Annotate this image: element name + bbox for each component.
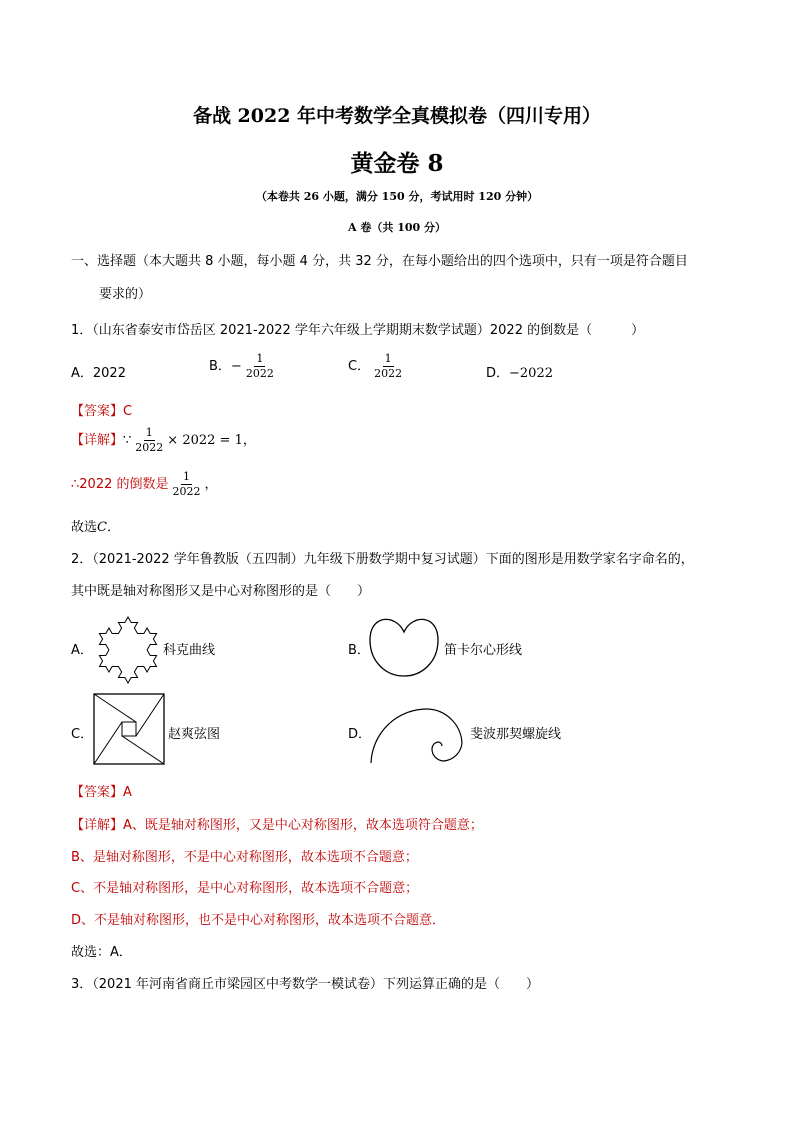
q1-therefore-fraction [171,470,203,499]
q1-option-a: A．2022 [71,366,126,381]
q1-option-c-denominator: 2022 [374,367,403,380]
q1-choose-end: ． [106,520,120,535]
q1-option-d [486,362,553,381]
q1-option-d-label: D． [486,366,510,381]
section-heading: A 卷（共 100 分） [348,221,446,234]
cardioid-figure [368,610,440,678]
part1-heading-line1: 一、选择题（本大题共 8 小题，每小题 4 分，共 32 分，在每小题给出的四个选项中，只有一项是符合题目 [71,254,688,269]
q1-answer-value: C [123,404,133,419]
q1-detail-numerator: 1 [145,426,153,439]
q1-answer [71,400,132,419]
exam-note: （本卷共 26 小题，满分 150 分，考试用时 120 分钟） [255,190,539,203]
q1-option-b-label: B． [209,359,231,374]
exam-title: 备战 2022 年中考数学全真模拟卷（四川专用） [192,105,602,127]
q2-answer-value: A [123,785,132,800]
q2-detail-a [71,814,483,833]
q1-therefore-numerator: 1 [183,470,190,483]
q1-therefore [71,470,218,499]
q1-detail-denominator: 2022 [135,441,164,454]
q2-detail-d: D、不是轴对称图形，也不是中心对称图形，故本选项不合题意． [71,913,446,928]
q2-stem-line2: 其中既是轴对称图形又是中心对称图形的是（ ） [71,584,371,599]
q1-therefore-denominator: 2022 [172,485,201,498]
q2-option-c-caption: 赵爽弦图 [168,727,221,742]
q1-answer-tag: 【答案】 [71,404,124,419]
q1-stem: 1．（山东省泰安市岱岳区 2021-2022 学年六年级上学期期末数学试题）2022 的倒数是（ ） [71,323,645,338]
koch-snowflake-figure [92,608,164,684]
q2-option-d-label: D． [348,727,372,742]
q2-answer [71,781,132,800]
q1-choose-prefix: 故选 [71,520,98,535]
q2-option-d-caption: 斐波那契螺旋线 [470,727,562,742]
q2-option-a-label: A． [71,643,93,658]
q1-option-b [209,352,278,381]
q1-therefore-text: ∴2022 的倒数是 [71,477,169,492]
q1-option-b-numerator: 1 [256,352,264,365]
q2-detail-a-text: A、既是轴对称图形，又是中心对称图形，故本选项符合题意； [123,818,483,833]
q2-stem-line1: 2．（2021-2022 学年鲁教版（五四制）九年级下册数学期中复习试题）下面的图形是用数学家名字命名的， [71,552,694,567]
q1-detail [71,426,256,455]
q2-option-b-caption: 笛卡尔心形线 [444,643,523,658]
q1-detail-fraction [133,426,165,455]
q1-therefore-end: ， [204,477,218,492]
q2-detail-tag: 【详解】 [71,818,124,833]
q1-choose [71,516,120,535]
q1-detail-because: ∵ [123,433,132,448]
q1-option-c [348,352,406,381]
q2-answer-tag: 【答案】 [71,785,124,800]
part1-heading-line2: 要求的） [99,287,152,302]
zhao-shuang-figure [93,693,165,765]
q1-choose-value: C [97,520,107,535]
q1-detail-rest: × 2022 = 1， [167,433,256,448]
q3-stem: 3．（2021 年河南省商丘市梁园区中考数学一模试卷）下列运算正确的是（ ） [71,977,539,992]
q1-option-c-fraction [372,352,404,381]
q1-option-b-denominator: 2022 [245,367,274,380]
q1-option-b-fraction [244,352,276,381]
fibonacci-spiral-figure [366,695,466,767]
q1-option-c-label: C． [348,359,371,374]
q2-choose: 故选：A． [71,945,132,960]
q2-detail-c: C、不是轴对称图形，是中心对称图形，故本选项不合题意； [71,881,419,896]
q1-option-c-numerator: 1 [384,352,392,365]
q1-detail-tag: 【详解】 [71,433,124,448]
q2-option-a-caption: 科克曲线 [163,643,216,658]
q2-detail-b: B、是轴对称图形，不是中心对称图形，故本选项不合题意； [71,850,418,865]
q1-option-b-sign: − [230,359,242,374]
q1-option-d-value: −2022 [509,366,553,381]
q2-option-b-label: B． [348,643,370,658]
q2-option-c-label: C． [71,727,94,742]
exam-subtitle: 黄金卷 8 [350,150,444,177]
